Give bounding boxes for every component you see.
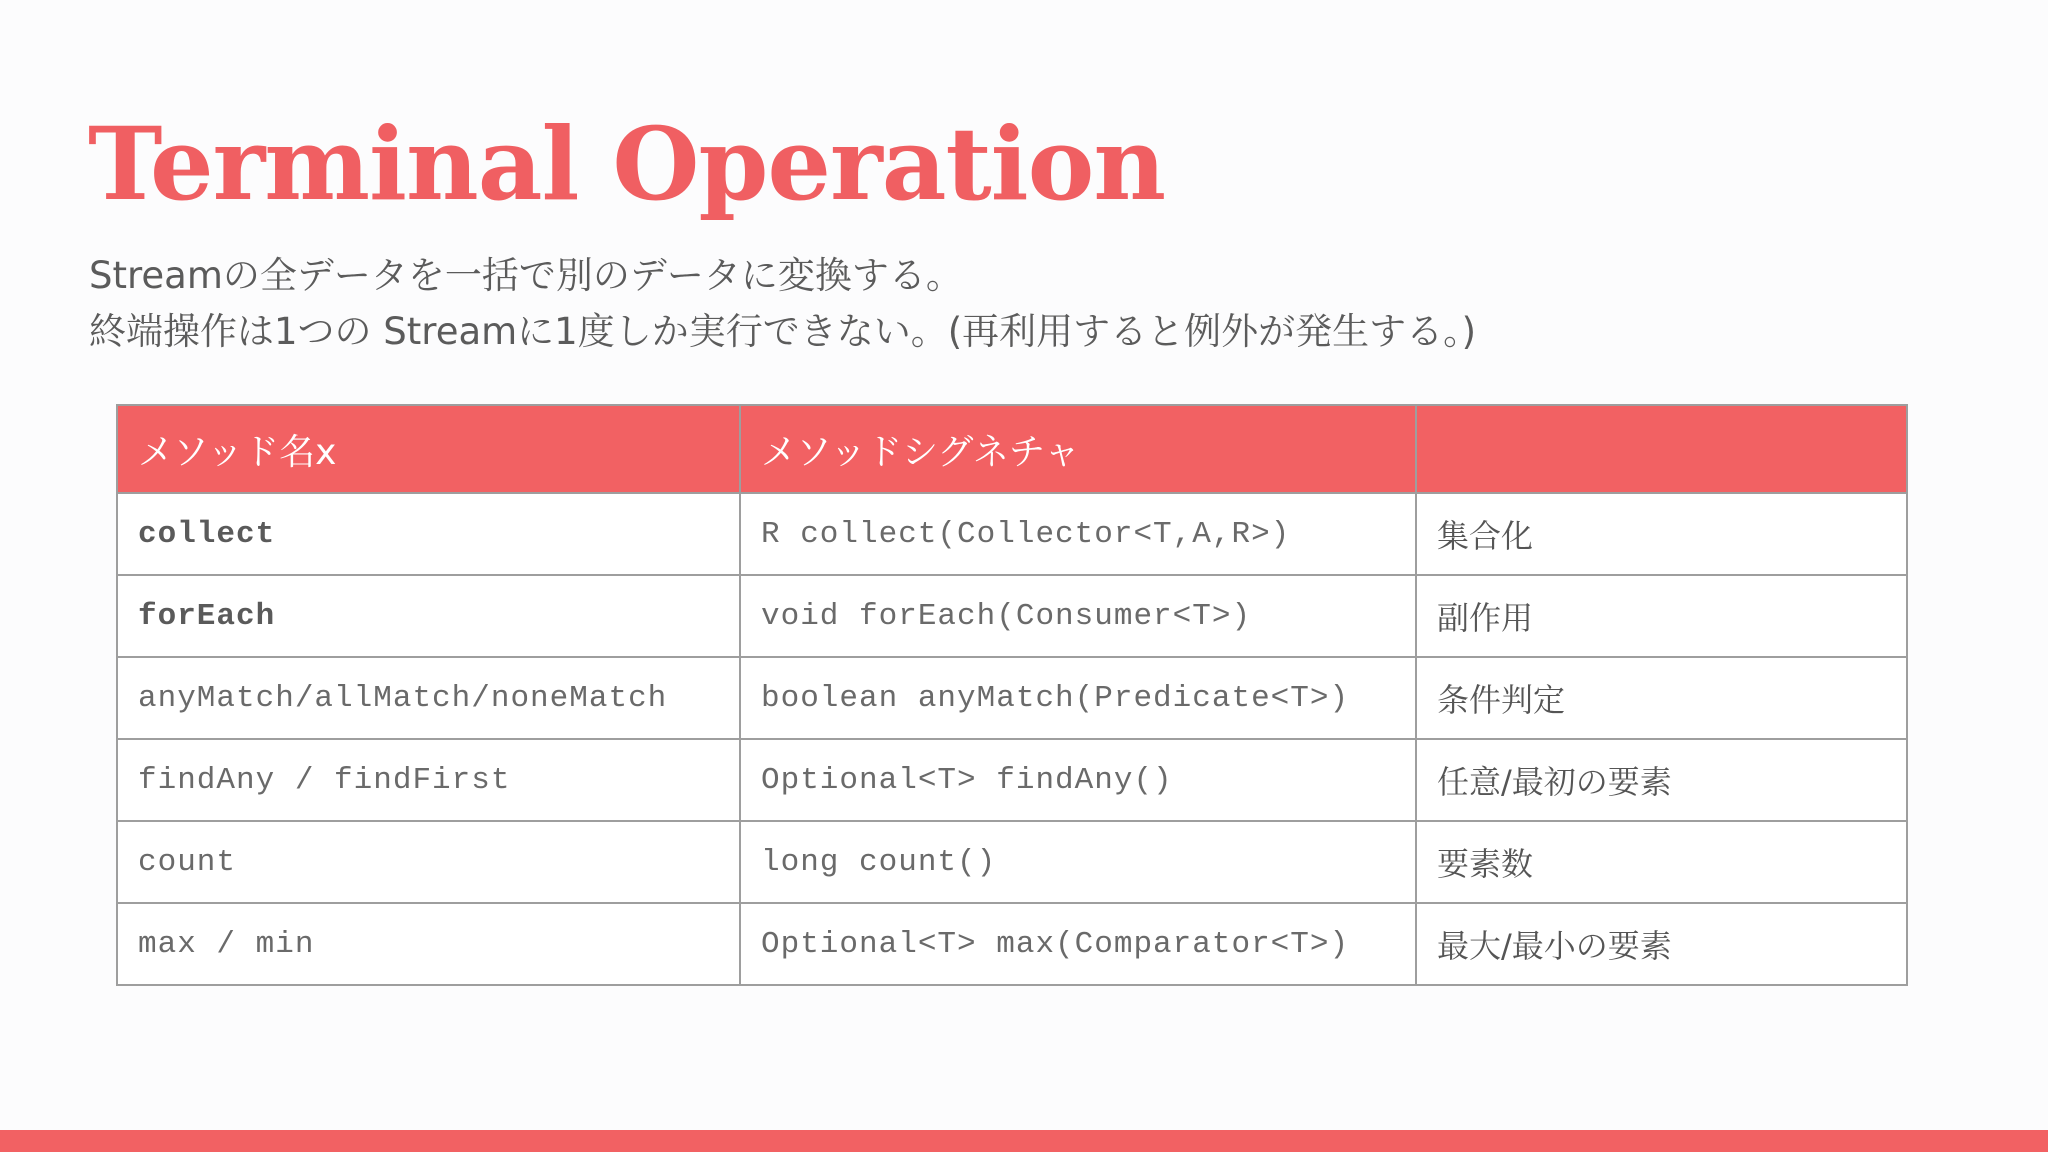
method-name-cell: collect (117, 493, 740, 575)
footer-accent-bar (0, 1130, 2048, 1152)
method-description-cell: 集合化 (1416, 493, 1907, 575)
slide-title: Terminal Operation (88, 105, 1166, 223)
method-name-cell: anyMatch/allMatch/noneMatch (117, 657, 740, 739)
method-signature-cell: long count() (740, 821, 1416, 903)
method-signature-cell: void forEach(Consumer<T>) (740, 575, 1416, 657)
header-method-name: メソッド名x (117, 405, 740, 493)
table-row (117, 575, 1907, 657)
method-signature-cell: boolean anyMatch(Predicate<T>) (740, 657, 1416, 739)
description-line-1: Streamの全データを一括で別のデータに変換する。 (89, 254, 963, 297)
method-description-cell: 要素数 (1416, 821, 1907, 903)
slide-description (89, 248, 1476, 360)
method-signature-cell: Optional<T> max(Comparator<T>) (740, 903, 1416, 985)
table-header-row (117, 405, 1907, 493)
table-row (117, 903, 1907, 985)
method-name-cell: forEach (117, 575, 740, 657)
method-signature-cell: Optional<T> findAny() (740, 739, 1416, 821)
table-row (117, 657, 1907, 739)
terminal-operations-table (116, 404, 1908, 986)
method-name-cell: max / min (117, 903, 740, 985)
table-row (117, 821, 1907, 903)
table-row (117, 739, 1907, 821)
method-description-cell: 最大/最小の要素 (1416, 903, 1907, 985)
method-description-cell: 任意/最初の要素 (1416, 739, 1907, 821)
header-method-signature: メソッドシグネチャ (740, 405, 1416, 493)
method-description-cell: 条件判定 (1416, 657, 1907, 739)
terminal-operations-table-container (116, 404, 1906, 986)
header-description (1416, 405, 1907, 493)
method-signature-cell: R collect(Collector<T,A,R>) (740, 493, 1416, 575)
table-row (117, 493, 1907, 575)
method-name-cell: findAny / findFirst (117, 739, 740, 821)
method-description-cell: 副作用 (1416, 575, 1907, 657)
method-name-cell: count (117, 821, 740, 903)
description-line-2: 終端操作は1つの Streamに1度しか実行できない。(再利用すると例外が発生する。) (89, 310, 1477, 353)
